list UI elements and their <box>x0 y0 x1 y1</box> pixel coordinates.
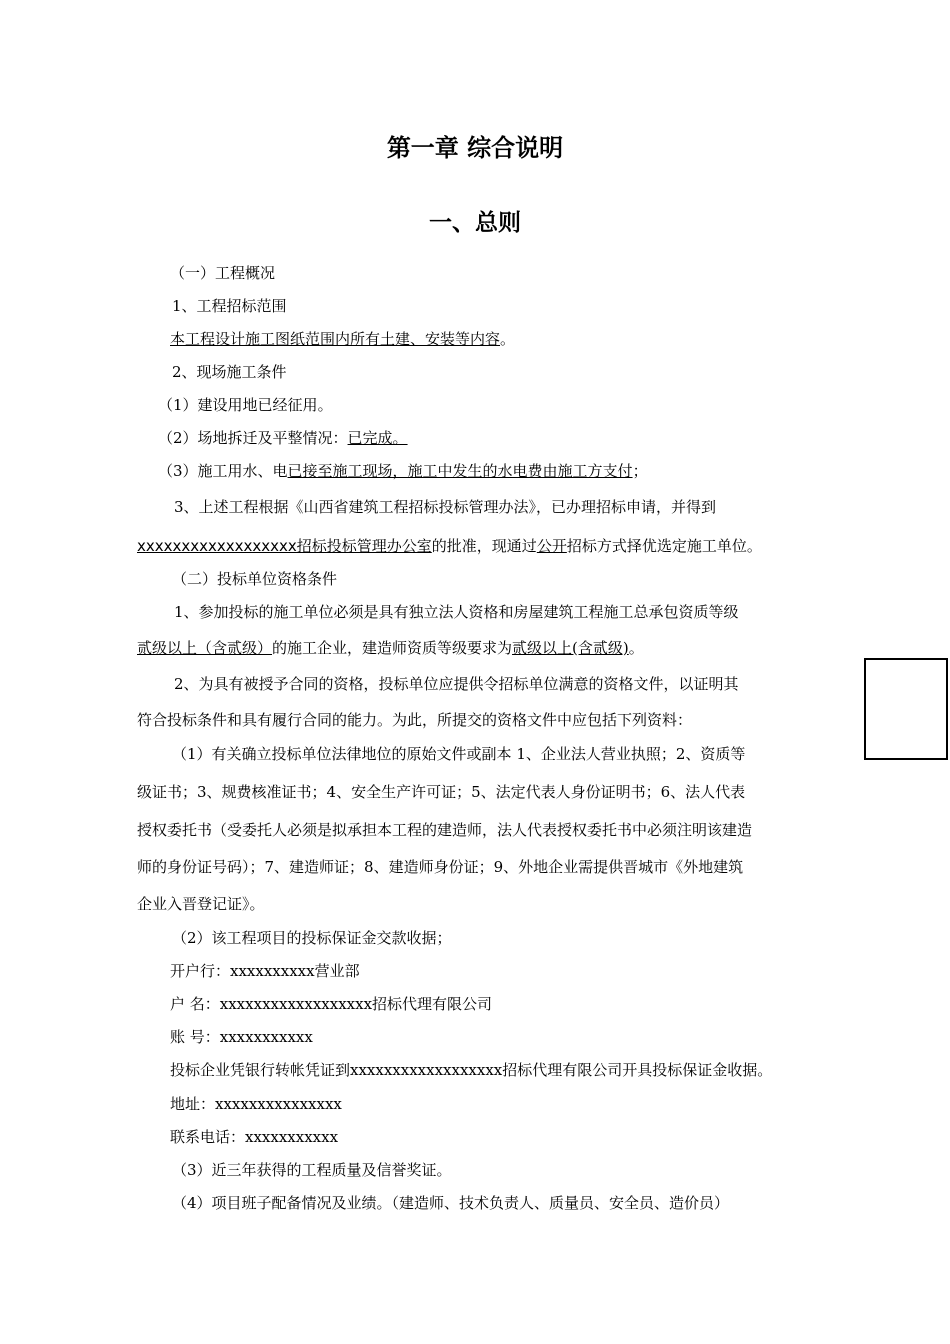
condition-1-label: （1）建设用地 <box>158 396 258 414</box>
margin-box <box>864 658 948 760</box>
section-title: 一、总则 <box>429 210 521 236</box>
item3-end: 招标方式择优选定施工单位。 <box>566 537 762 555</box>
condition-2-label: （2）场地拆迁及平整情况： <box>158 429 348 447</box>
condition-1-value: 已经征用 <box>257 396 318 414</box>
account-name: 户 名：xxxxxxxxxxxxxxxxxx招标代理有限公司 <box>170 995 493 1013</box>
item3-line1: 3、上述工程根据《山西省建筑工程招标投标管理办法》，已办理招标申请，并得到 <box>174 498 717 516</box>
subsection-heading-overview: （一）工程概况 <box>170 264 276 282</box>
receipt-note: 投标企业凭银行转帐凭证到xxxxxxxxxxxxxxxxxx招标代理有限公司开具投标保证金收据。 <box>170 1061 773 1079</box>
item-site-conditions: 2、现场施工条件 <box>172 363 287 381</box>
chapter-title: 第一章 综合说明 <box>386 134 564 162</box>
requirement-1-line3: 授权委托书（受委托人必须是拟承担本工程的建造师，法人代表授权委托书中必须注明该建造 <box>137 821 753 839</box>
condition-2 <box>158 426 408 450</box>
requirement-1-line1: （1）有关确立投标单位法律地位的原始文件或副本 1、企业法人营业执照；2、资质等 <box>172 745 746 763</box>
constructor-grade: 贰级以上(含贰级) <box>512 639 629 657</box>
requirement-1-line5: 企业入晋登记证》。 <box>137 895 265 913</box>
approval-office: xxxxxxxxxxxxxxxxxx招标投标管理办公室 <box>137 537 432 555</box>
condition-3 <box>158 459 648 483</box>
bank-name: 开户行：xxxxxxxxxx营业部 <box>170 962 360 980</box>
requirement-4: （4）项目班子配备情况及业绩。（建造师、技术负责人、质量员、安全员、造价员） <box>172 1194 730 1212</box>
condition-3-value: 已接至施工现场，施工中发生的水电费由施工方支付 <box>287 462 633 480</box>
condition-1 <box>158 393 333 417</box>
item3-mid: 的批准，现通过 <box>431 537 537 555</box>
requirement-1-line2: 级证书；3、规费核准证书；4、安全生产许可证；5、法定代表人身份证明书；6、法人代表 <box>137 783 746 801</box>
subsection-heading-qualification: （二）投标单位资格条件 <box>172 570 338 588</box>
qualification-1-mid: 的施工企业，建造师资质等级要求为 <box>272 639 513 657</box>
account-number: 账 号：xxxxxxxxxxx <box>170 1028 313 1046</box>
item3-line2 <box>137 534 762 558</box>
requirement-3: （3）近三年获得的工程质量及信誉奖证。 <box>172 1161 452 1179</box>
qualification-1-end: 。 <box>628 639 644 657</box>
condition-1-end: 。 <box>317 396 333 414</box>
item-bid-scope: 1、工程招标范围 <box>172 297 287 315</box>
contact-phone: 联系电话：xxxxxxxxxxx <box>170 1128 339 1146</box>
condition-3-label: （3）施工用水、电 <box>158 462 288 480</box>
condition-3-end: ； <box>632 462 648 480</box>
requirement-2: （2）该工程项目的投标保证金交款收据； <box>172 929 452 947</box>
scope-end: 。 <box>500 330 516 348</box>
requirement-1-line4: 师的身份证号码）；7、建造师证；8、建造师身份证；9、外地企业需提供晋城市《外地建筑 <box>137 858 744 876</box>
qualification-1-line1: 1、参加投标的施工单位必须是具有独立法人资格和房屋建筑工程施工总承包资质等级 <box>174 603 739 621</box>
scope-underlined: 本工程设计施工图纸范围内所有土建、安装等内容 <box>170 330 501 348</box>
qualification-2-line2: 符合投标条件和具有履行合同的能力。为此，所提交的资格文件中应包括下列资料： <box>137 711 693 729</box>
address: 地址：xxxxxxxxxxxxxxx <box>170 1095 342 1113</box>
qualification-2-line1: 2、为具有被授予合同的资格，投标单位应提供令招标单位满意的资格文件，以证明其 <box>174 675 739 693</box>
scope-text <box>170 327 515 351</box>
condition-2-value: 已完成。 <box>347 429 408 447</box>
qualification-1-line2 <box>137 636 644 660</box>
qualification-grade: 贰级以上（含贰级） <box>137 639 273 657</box>
bid-method: 公开 <box>536 537 567 555</box>
